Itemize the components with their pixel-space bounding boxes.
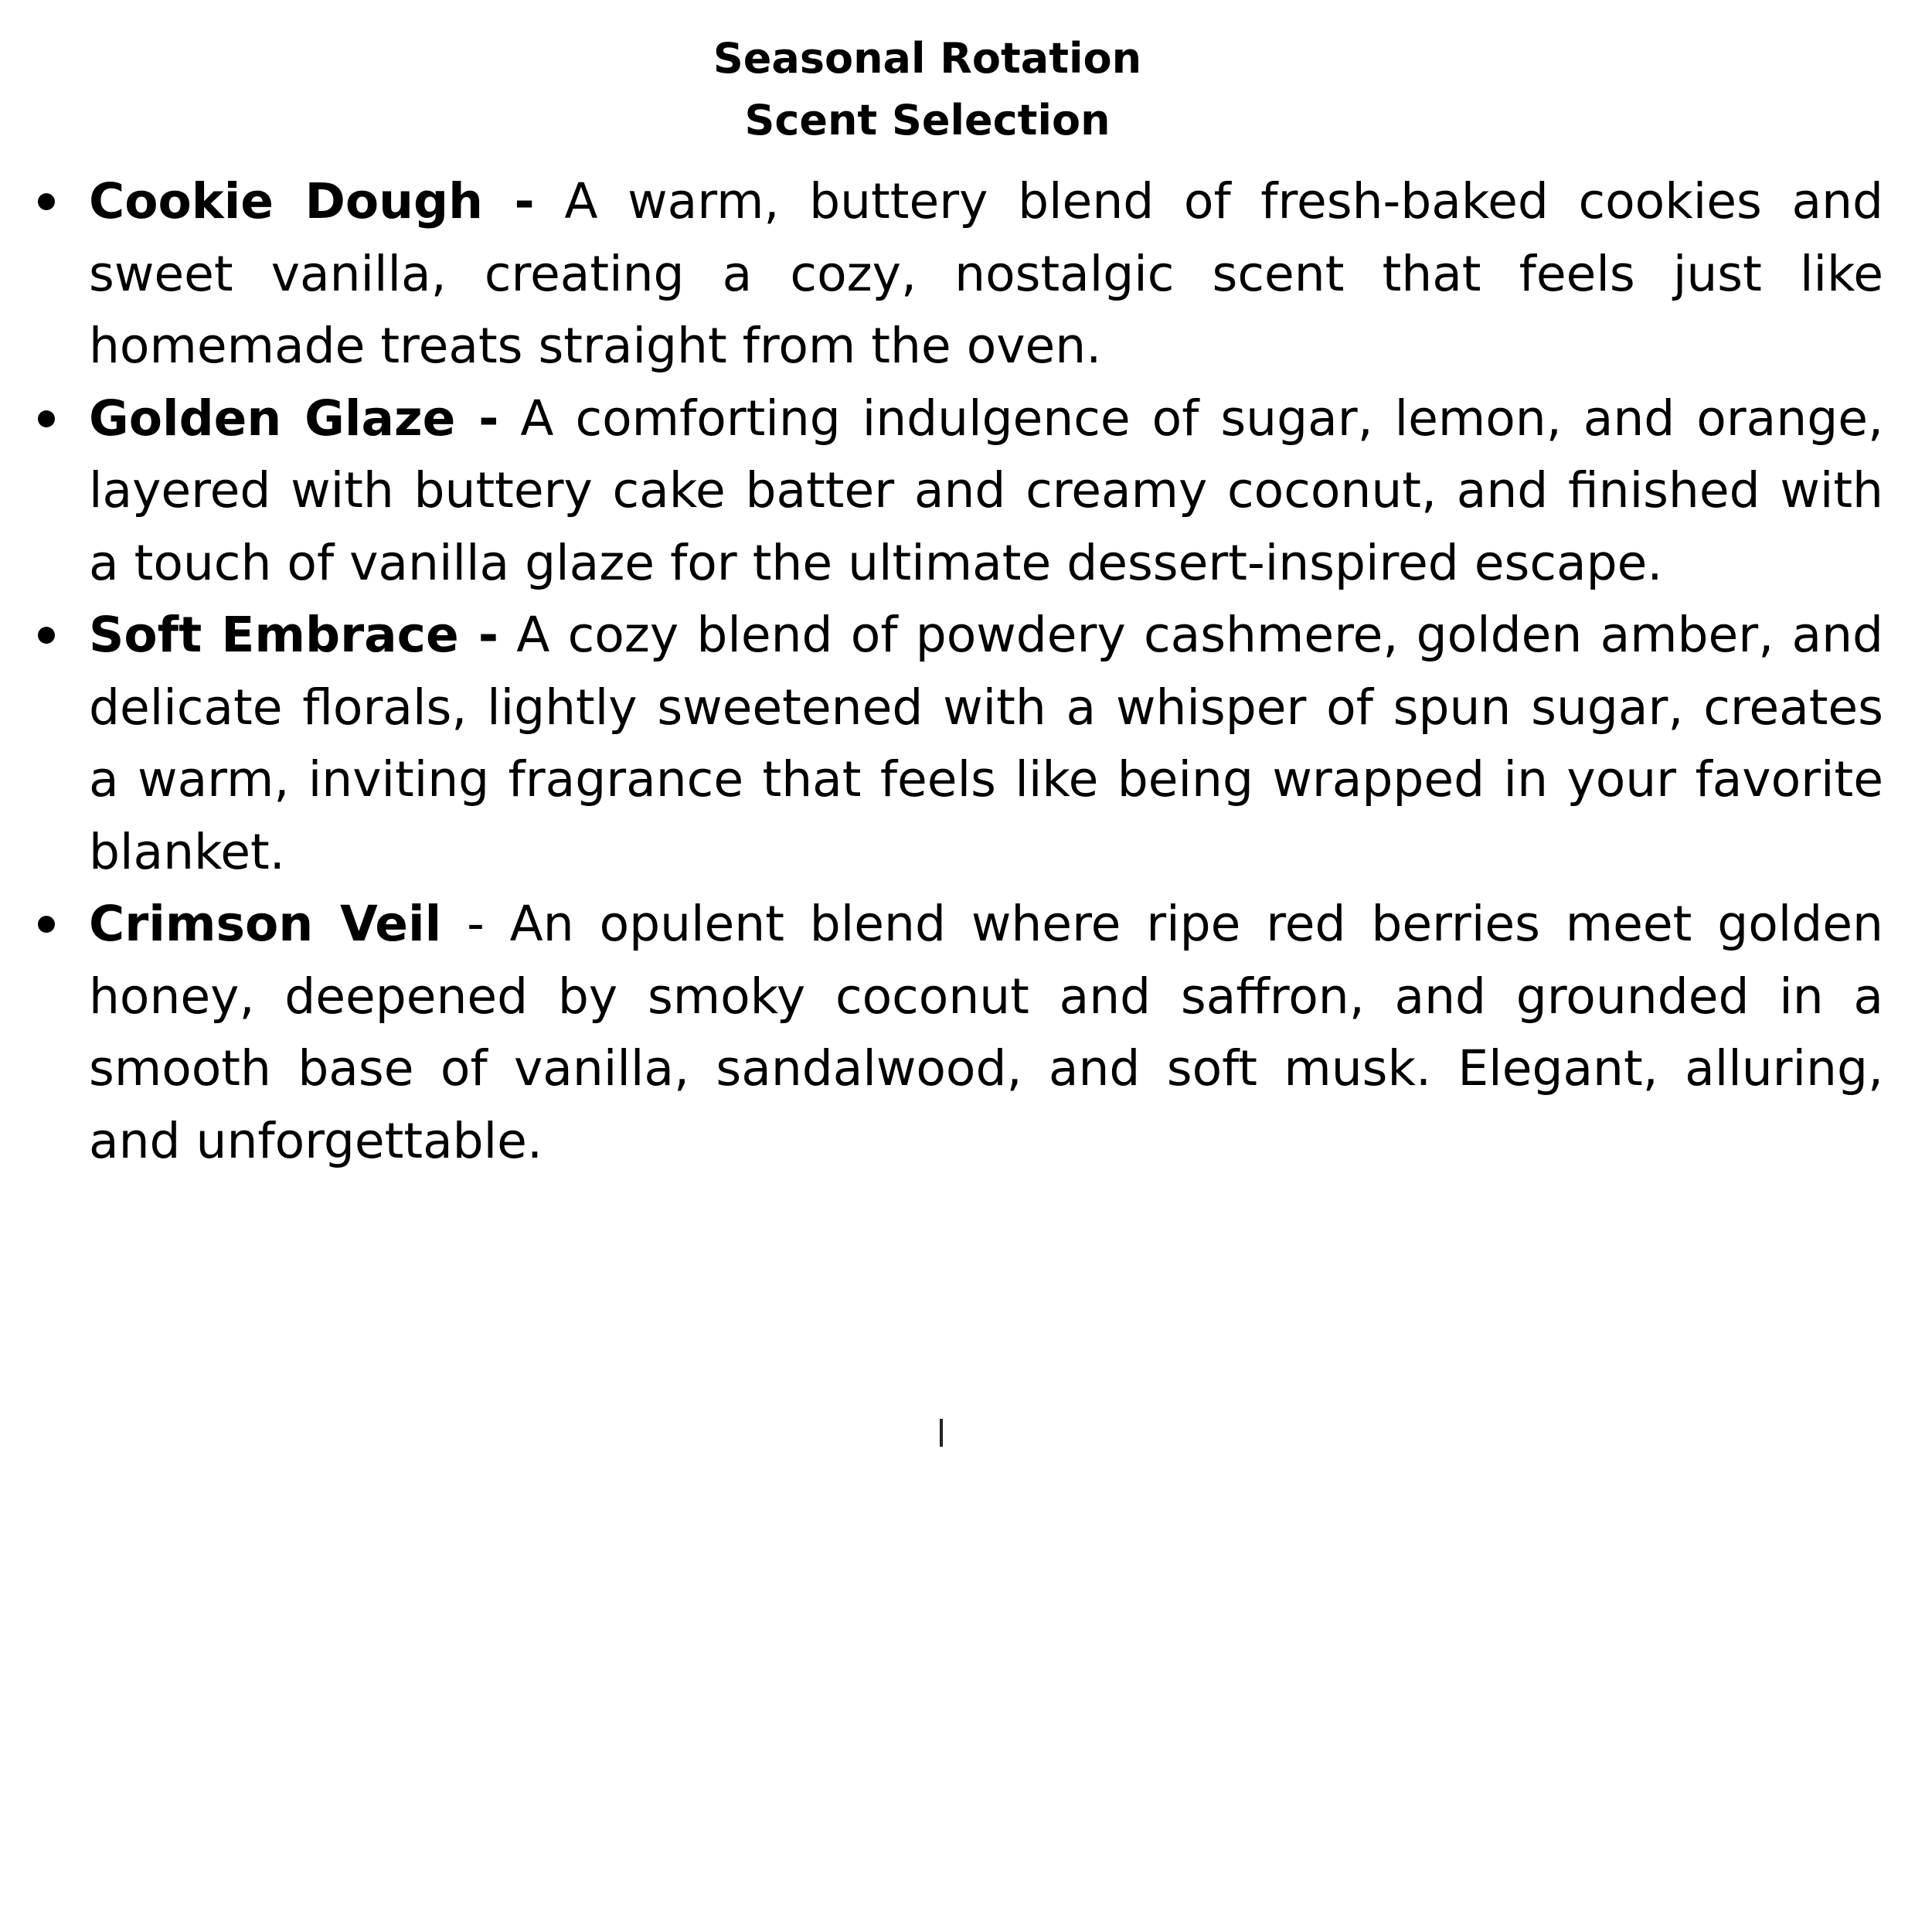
scent-item-soft-embrace [89, 599, 1883, 888]
page-title [0, 28, 1855, 151]
scent-name: Crimson Veil [89, 896, 442, 952]
bullet-icon [38, 193, 55, 210]
scent-list [89, 165, 1883, 1177]
text-cursor[interactable] [940, 1419, 943, 1447]
bullet-icon [38, 627, 55, 644]
scent-name: Cookie Dough - [89, 173, 535, 230]
title-line-2: Scent Selection [744, 96, 1111, 145]
title-line-1: Seasonal Rotation [713, 34, 1142, 83]
scent-description: A cozy blend of powdery cashmere, golden amber, and delicate florals, lightly sweetened with a whisper of spun sugar, creates a warm, inviting fragrance that feels like being wrapped in your favorite blanket. [89, 607, 1883, 880]
bullet-icon [38, 410, 55, 427]
scent-item-cookie-dough [89, 165, 1883, 383]
scent-description: A comforting indulgence of sugar, lemon, and orange, layered with buttery cake batter and creamy coconut, and finished with a touch of vanilla glaze for the ultimate dessert-inspired escape. [89, 389, 1883, 591]
scent-name: Soft Embrace - [89, 607, 499, 663]
bullet-icon [38, 916, 55, 933]
scent-item-crimson-veil [89, 888, 1883, 1177]
scent-description: - An opulent blend where ripe red berries meet golden honey, deepened by smoky coconut and saffron, and grounded in a smooth base of vanilla, sandalwood, and soft musk. Elegant, alluring, and unforgettable. [89, 896, 1883, 1169]
scent-name: Golden Glaze - [89, 389, 499, 447]
scent-description: A warm, buttery blend of fresh-baked cookies and sweet vanilla, creating a cozy, nostalgic scent that feels just like homemade treats straight from the oven. [89, 173, 1883, 374]
scent-item-golden-glaze [89, 383, 1883, 600]
